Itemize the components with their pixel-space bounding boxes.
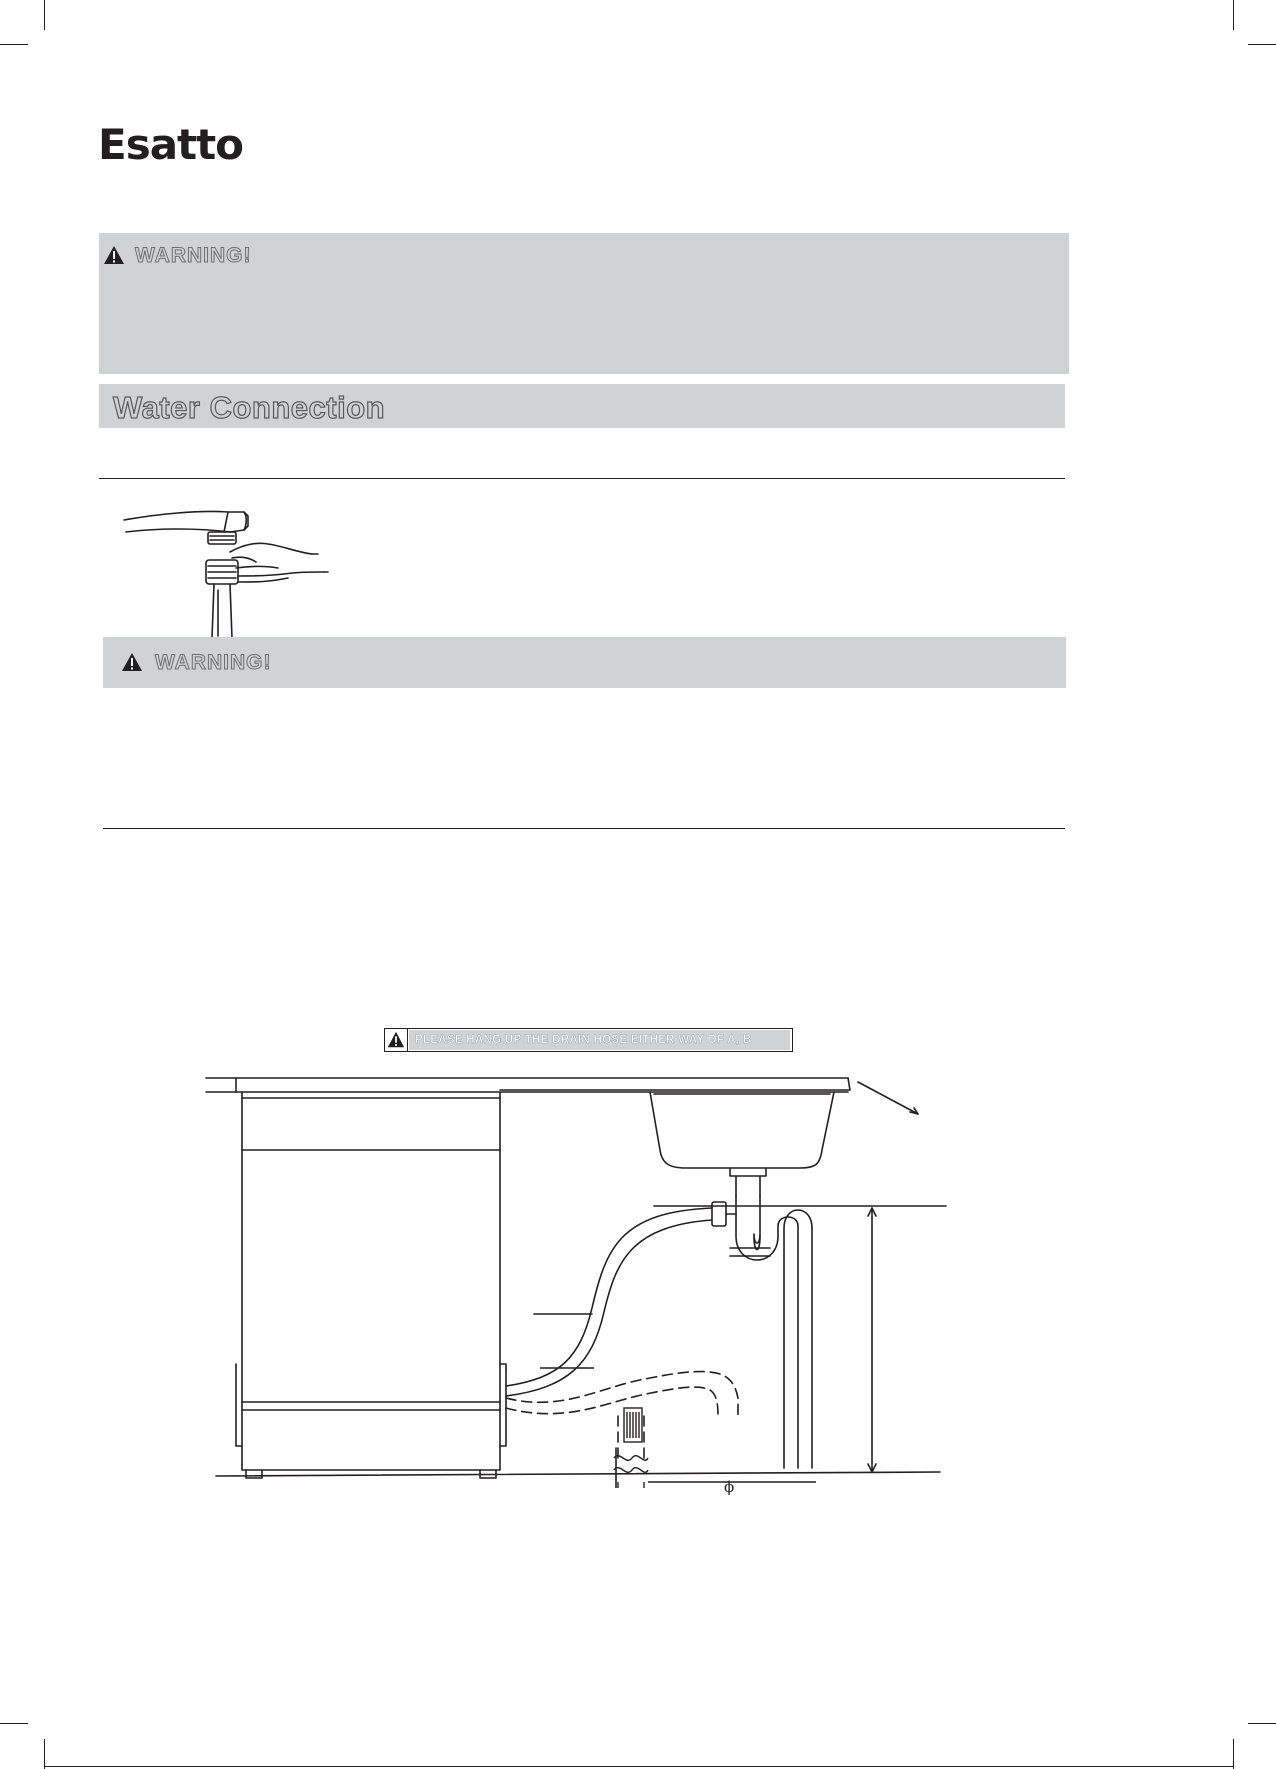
crop-mark-bottom-right-h <box>1248 1723 1276 1724</box>
divider-1 <box>99 478 1065 479</box>
crop-mark-bottom-left-h <box>0 1723 28 1724</box>
drain-hose-banner <box>384 1028 793 1052</box>
bottom-trim-line <box>44 1766 1234 1767</box>
crop-mark-top-right-h <box>1248 44 1276 45</box>
divider-2 <box>103 828 1065 829</box>
section-heading-bar <box>99 384 1065 428</box>
warning-title-middle: WARNING! <box>155 651 272 674</box>
faucet-connection-illustration <box>118 502 338 642</box>
banner-icon-cell <box>385 1029 408 1051</box>
brand-logo: Esatto <box>98 120 244 169</box>
crop-mark-top-left-h <box>0 44 28 45</box>
drain-installation-diagram <box>200 1068 960 1488</box>
warning-triangle-icon <box>103 245 125 265</box>
warning-triangle-icon <box>121 652 143 672</box>
section-title: Water Connection <box>113 390 386 425</box>
crop-mark-top-left-v <box>44 0 45 30</box>
warning-box-middle <box>103 637 1066 688</box>
drain-hose-banner-text: PLEASE HANG UP THE DRAIN HOSE EITHER WAY OF A, B <box>409 1030 790 1050</box>
crop-mark-top-right-v <box>1233 0 1234 30</box>
warning-triangle-icon <box>386 1030 406 1050</box>
warning-box-top <box>99 233 1069 374</box>
warning-title-top: WARNING! <box>135 244 252 267</box>
crop-mark-bottom-left-v <box>44 1739 45 1769</box>
diameter-symbol: ϕ <box>724 1478 735 1496</box>
crop-mark-bottom-right-v <box>1233 1739 1234 1769</box>
